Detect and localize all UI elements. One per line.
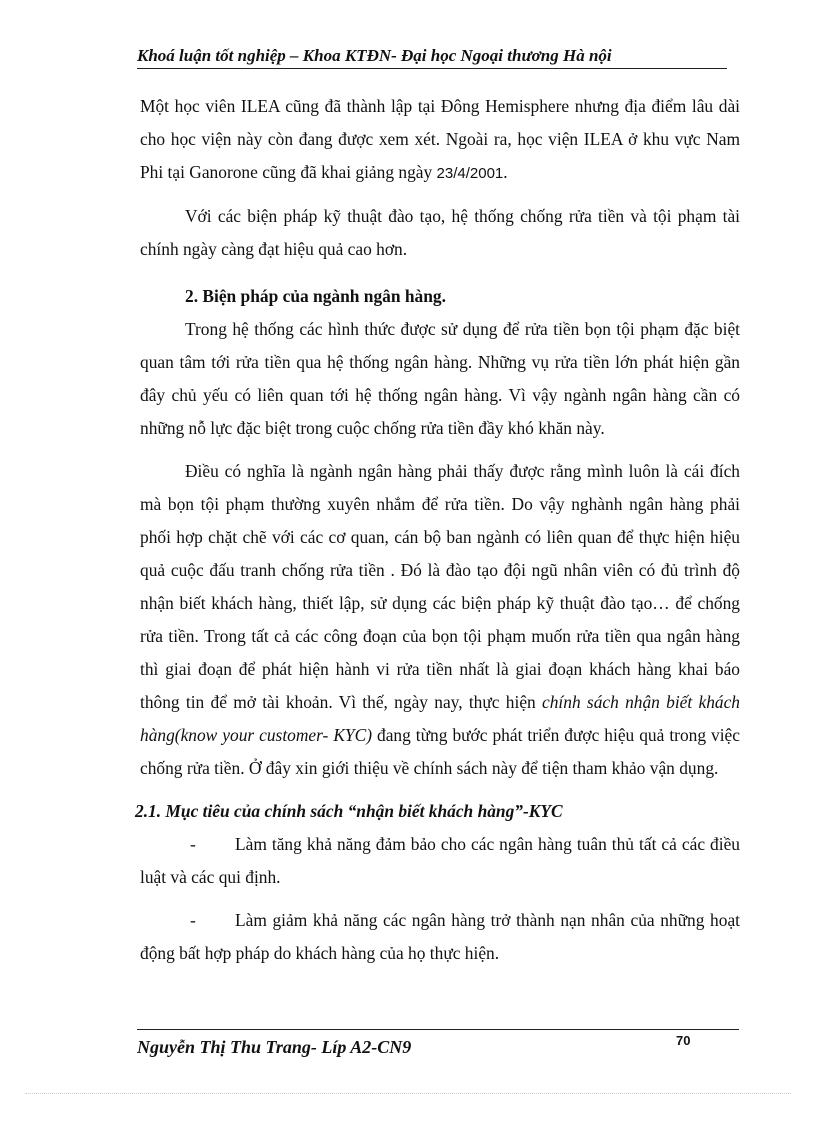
list-item bbox=[140, 904, 740, 970]
bullet-text: Làm giảm khả năng các ngân hàng trở thành nạn nhân của những hoạt động bất hợp pháp do khách hàng của họ thực hiện. bbox=[140, 910, 740, 963]
paragraph-1-end: . bbox=[503, 162, 508, 182]
page-header: Khoá luận tốt nghiệp – Khoa KTĐN- Đại học Ngoại thương Hà nội bbox=[137, 46, 727, 69]
bullet-dash: - bbox=[190, 910, 196, 930]
paragraph-1-text: Một học viên ILEA cũng đã thành lập tại Đông Hemisphere nhưng địa điểm lâu dài cho học viện này còn đang được xem xét. Ngoài ra, học viện ILEA ở khu vực Nam Phi tại Ganorone cũng đã khai giảng ngày bbox=[140, 96, 740, 182]
subsection-heading-2-1: 2.1. Mục tiêu của chính sách “nhận biết khách hàng”-KYC bbox=[135, 801, 563, 821]
paragraph-1-date: 23/4/2001 bbox=[436, 165, 504, 182]
page-number: 70 bbox=[676, 1033, 691, 1048]
paragraph-2: Với các biện pháp kỹ thuật đào tạo, hệ thống chống rửa tiền và tội phạm tài chính ngày càng đạt hiệu quả cao hơn. bbox=[140, 206, 740, 259]
bullet-dash: - bbox=[190, 834, 196, 854]
paragraph-3: Trong hệ thống các hình thức được sử dụng để rửa tiền bọn tội phạm đặc biệt quan tâm tới rửa tiền qua hệ thống ngân hàng. Những vụ rửa tiền lớn phát hiện gần đây chủ yếu có liên quan tới hệ thống ngân hàng. Vì vậy ngành ngân hàng cần có những nỗ lực đặc biệt trong cuộc chống rửa tiền đầy khó khăn này. bbox=[140, 319, 740, 438]
paragraph-4 bbox=[140, 455, 740, 785]
paragraph-1 bbox=[140, 90, 740, 190]
document-body bbox=[135, 90, 740, 970]
kyc-policy-term: chính sách nhận biết khách hàng(know your customer- KYC) bbox=[140, 692, 740, 745]
paragraph-4-start: Điều có nghĩa là ngành ngân hàng phải thấy được rằng mình luôn là cái đích mà bọn tội phạm thường xuyên nhắm để rửa tiền. Do vậy nghành ngân hàng phải phối hợp chặt chẽ với các cơ quan, cán bộ ban ngành có liên quan để thực hiện hiệu quả cuộc đấu tranh chống rửa tiền . Đó là đào tạo đội ngũ nhân viên có đủ trình độ nhận biết khách hàng, thiết lập, sử dụng các biện pháp kỹ thuật đào tạo… để chống rửa tiền. Trong tất cả các công đoạn của bọn tội phạm muốn rửa tiền qua ngân hàng thì giai đoạn để phát hiện hành vi rửa tiền nhất là giai đoạn khách hàng khai báo thông tin để mở tài khoản. Vì thế, ngày nay, thực hiện bbox=[140, 461, 740, 712]
page-bottom-border bbox=[25, 1093, 791, 1094]
paragraph-4-end: đang từng bước phát triển được hiệu quả trong việc chống rửa tiền. Ở đây xin giới thiệu về chính sách này để tiện tham khảo vận dụng. bbox=[140, 725, 740, 778]
section-heading-2: 2. Biện pháp của ngành ngân hàng. bbox=[185, 286, 446, 306]
footer-author: Nguyễn Thị Thu Trang- Líp A2-CN9 bbox=[137, 1037, 412, 1057]
bullet-text: Làm tăng khả năng đảm bảo cho các ngân hàng tuân thủ tất cả các điều luật và các qui định. bbox=[140, 834, 740, 887]
footer-divider bbox=[137, 1029, 739, 1030]
list-item bbox=[140, 828, 740, 894]
